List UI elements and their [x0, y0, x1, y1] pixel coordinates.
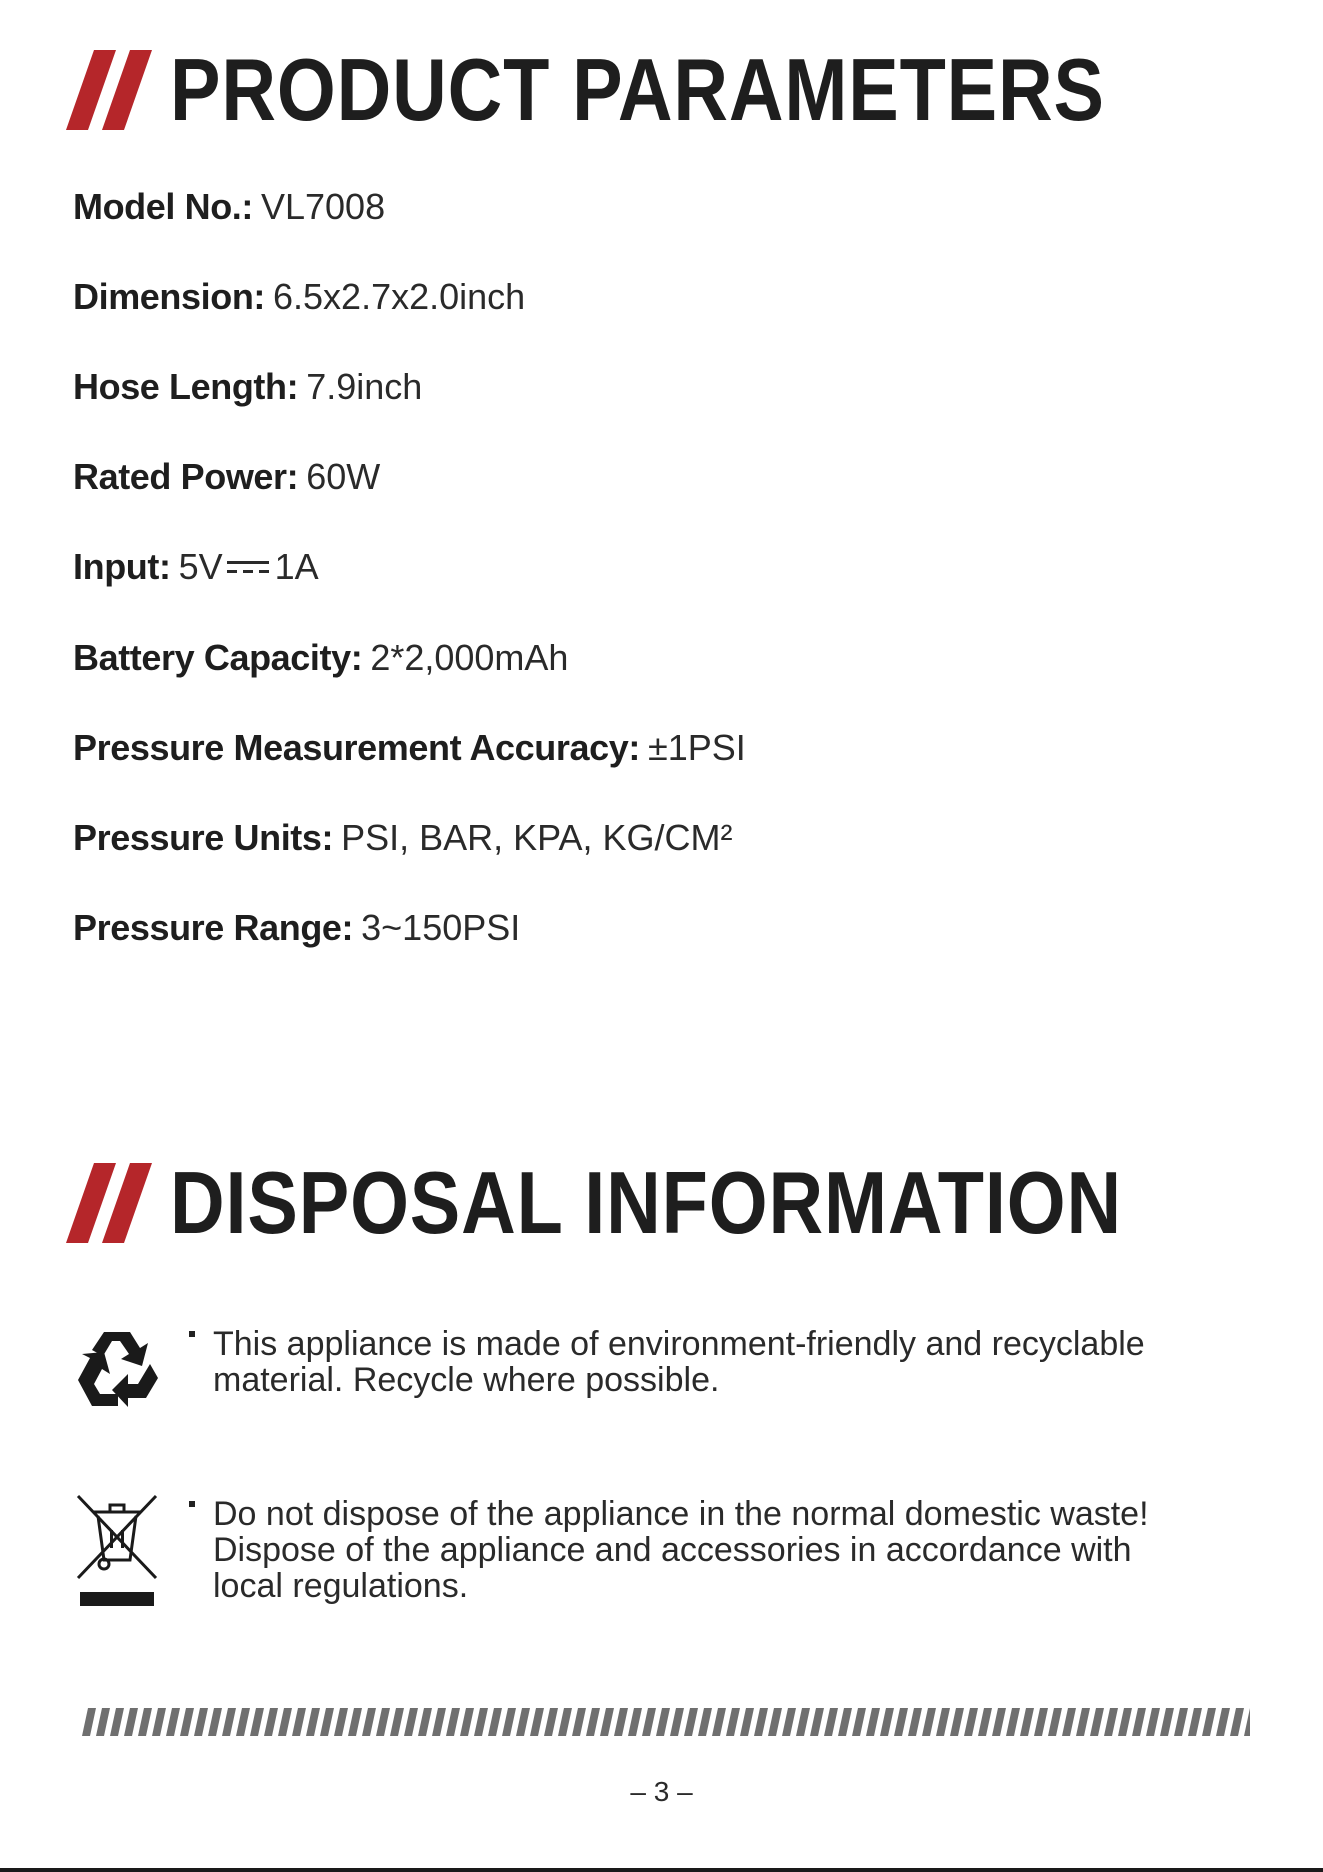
- double-slash-icon: [66, 50, 156, 130]
- param-battery-capacity: [73, 638, 568, 678]
- param-dimension: [73, 277, 525, 317]
- dc-current-icon: [227, 558, 269, 576]
- param-value: 6.5x2.7x2.0inch: [273, 276, 526, 317]
- section-heading-disposal-information: [66, 1153, 1277, 1252]
- disposal-line: Do not dispose of the appliance in the normal domestic waste!: [213, 1495, 1149, 1533]
- param-pressure-range: [73, 908, 520, 948]
- param-label: Pressure Range:: [73, 907, 354, 948]
- param-value-voltage: 5V: [178, 546, 223, 587]
- param-value: ±1PSI: [647, 727, 746, 768]
- bullet-dot: [189, 1331, 195, 1337]
- recycle-icon: [74, 1326, 160, 1412]
- page-number: – 3 –: [630, 1776, 693, 1807]
- param-value: 60W: [306, 456, 381, 497]
- param-label: Battery Capacity:: [73, 637, 363, 678]
- param-label: Pressure Units:: [73, 817, 334, 858]
- param-value-current: 1A: [274, 546, 319, 587]
- param-value: 3~150PSI: [361, 907, 521, 948]
- param-model-no: [73, 187, 385, 227]
- param-label: Pressure Measurement Accuracy:: [73, 727, 640, 768]
- param-value: 7.9inch: [306, 366, 423, 407]
- double-slash-icon: [66, 1163, 156, 1243]
- striped-divider: [82, 1708, 1250, 1736]
- param-value: VL7008: [260, 186, 386, 227]
- section-title: PRODUCT PARAMETERS: [170, 40, 1105, 139]
- disposal-line: material. Recycle where possible.: [213, 1361, 720, 1399]
- param-label: Rated Power:: [73, 456, 299, 497]
- param-value: PSI, BAR, KPA, KG/CM²: [341, 817, 733, 858]
- param-value: 2*2,000mAh: [370, 637, 569, 678]
- bullet-dot: [189, 1501, 195, 1507]
- param-label: Hose Length:: [73, 366, 299, 407]
- param-input: [73, 547, 319, 587]
- disposal-line: local regulations.: [213, 1567, 469, 1605]
- param-rated-power: [73, 457, 380, 497]
- param-pressure-units: [73, 818, 733, 858]
- disposal-line: This appliance is made of environment-friendly and recyclable: [213, 1325, 1145, 1363]
- param-label: Dimension:: [73, 276, 266, 317]
- section-title: DISPOSAL INFORMATION: [170, 1153, 1123, 1252]
- param-label: Input:: [73, 546, 171, 587]
- param-label: Model No.:: [73, 186, 253, 227]
- disposal-text-recycle: [213, 1326, 1253, 1398]
- disposal-line: Dispose of the appliance and accessories in accordance with: [213, 1531, 1132, 1569]
- crossed-out-bin-icon: [74, 1492, 160, 1610]
- disposal-text-waste: [213, 1496, 1253, 1604]
- param-hose-length: [73, 367, 422, 407]
- bottom-border: [0, 1868, 1323, 1872]
- section-heading-product-parameters: [66, 40, 1257, 139]
- param-pressure-accuracy: [73, 728, 746, 768]
